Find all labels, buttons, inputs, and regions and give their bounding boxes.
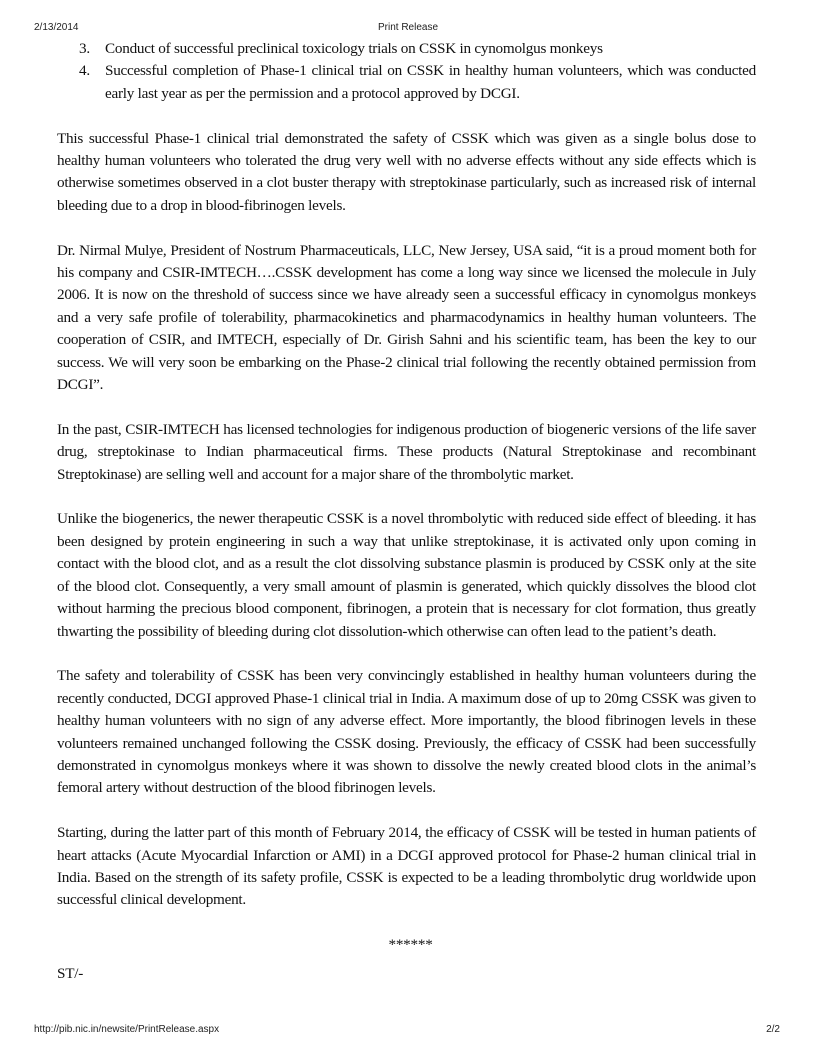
list-item-text: Successful completion of Phase-1 clinical trial on CSSK in healthy human volunteers, which was conducted early last year as per the permission and a protocol approved by DCGI. xyxy=(105,62,756,102)
section-separator: ****** xyxy=(388,936,433,954)
signoff: ST/- xyxy=(57,964,84,982)
paragraph-phase1-safety: This successful Phase-1 clinical trial demonstrated the safety of CSSK which was given as a single bolus dose to healthy human volunteers who tolerated the drug very well with no adverse effects without any side effects which is otherwise sometimes observed in a clot buster therapy with streptokinase particularly, such as increased risk of internal bleeding due to a drop in blood-fibrinogen levels. xyxy=(57,129,756,214)
paragraph-safety-tolerability: The safety and tolerability of CSSK has been very convincingly established in healthy human volunteers during the recently conducted, DCGI approved Phase-1 clinical trial in India. A maximum dose of up to 20mg CSSK was given to healthy human volunteers with no sign of any adverse effect. More importantly, the blood fibrinogen levels in these volunteers remained unchanged following the CSSK dosing. Previously, the efficacy of CSSK had been successfully demonstrated in cynomolgus monkeys where it was shown to dissolve the newly created blood clots in the animal’s femoral artery without destruction of the blood fibrinogen levels. xyxy=(57,667,756,797)
list-item-number: 3. xyxy=(79,40,90,57)
print-date: 2/13/2014 xyxy=(34,22,79,33)
paragraph-mulye-quote: Dr. Nirmal Mulye, President of Nostrum Pharmaceuticals, LLC, New Jersey, USA said, “it is a proud moment both for his company and CSIR-IMTECH….CSSK development has come a long way since we licensed the molecule in July 2006. It is now on the threshold of success since we have already seen a successful efficacy in cynomolgus monkeys and a very safe profile of tolerability, pharmacokinetics and pharmacodynamics in healthy human volunteers. The cooperation of CSIR, and IMTECH, especially of Dr. Girish Sahni and his scientific team, has been the key to our success. We will very soon be embarking on the Phase-2 clinical trial following the recently obtained permission from DCGI”. xyxy=(57,241,756,394)
print-header-title: Print Release xyxy=(377,22,439,33)
list-item-text: Conduct of successful preclinical toxicology trials on CSSK in cynomolgus monkeys xyxy=(105,40,603,57)
footer-page-number: 2/2 xyxy=(766,1024,780,1035)
document-body xyxy=(57,38,756,985)
footer-url[interactable]: http://pib.nic.in/newsite/PrintRelease.aspx xyxy=(34,1024,220,1035)
numbered-list xyxy=(57,38,756,105)
list-item xyxy=(57,60,756,105)
list-item-number: 4. xyxy=(79,62,90,80)
paragraph-biogenerics-history: In the past, CSIR-IMTECH has licensed technologies for indigenous production of biogeneric versions of the life saver drug, streptokinase to Indian pharmaceutical firms. These products (Natural Streptokinase and recombinant Streptokinase) are selling well and account for a major share of the thrombolytic market. xyxy=(57,420,756,483)
list-item xyxy=(57,38,756,60)
paragraph-phase2-plans: Starting, during the latter part of this month of February 2014, the efficacy of CSSK will be tested in human patients of heart attacks (Acute Myocardial Infarction or AMI) in a DCGI approved protocol for Phase-2 human clinical trial in India. Based on the strength of its safety profile, CSSK is expected to be a leading thrombolytic drug worldwide upon successful clinical development. xyxy=(57,824,756,909)
paragraph-cssk-mechanism: Unlike the biogenerics, the newer therapeutic CSSK is a novel thrombolytic with reduced side effect of bleeding. it has been designed by protein engineering in such a way that unlike streptokinase, it is activated only upon coming in contact with the blood clot, and as a result the clot dissolving substance plasmin is produced by CSSK only at the site of the blood clot. Consequently, a very small amount of plasmin is generated, which quickly dissolves the blood clot without harming the precious blood component, fibrinogen, a protein that is necessary for clot formation, thus greatly thwarting the possibility of bleeding during clot dissolution-which otherwise can often lead to the patient’s death. xyxy=(57,510,756,640)
